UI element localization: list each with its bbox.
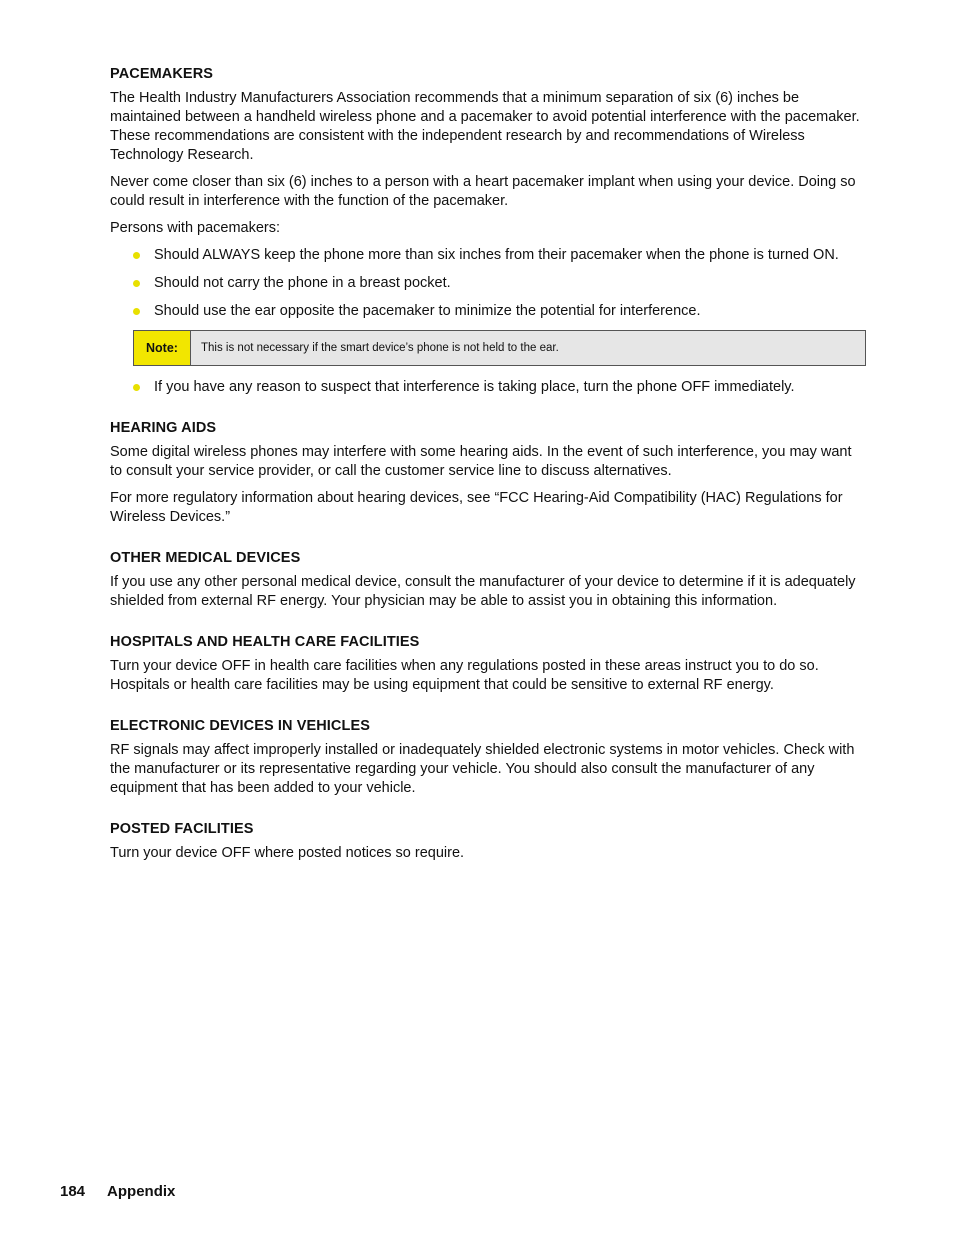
list-item [110, 302, 866, 321]
page-number: 184 [60, 1183, 86, 1200]
paragraph: RF signals may affect improperly installed or inadequately shielded electronic systems in motor vehicles. Check with the manufacturer or its representative regarding your vehicle. You should also consult the manufacturer of any equipment that has been added to your vehicle. [110, 742, 855, 796]
footer-section-title: Appendix [107, 1183, 176, 1200]
section-heading: HEARING AIDS [110, 420, 217, 436]
bullet-list [110, 246, 866, 321]
section-heading: POSTED FACILITIES [110, 821, 254, 837]
paragraph: Persons with pacemakers: [110, 220, 281, 236]
bullet-icon [133, 252, 140, 259]
list-item [110, 246, 866, 265]
list-item-text: If you have any reason to suspect that interference is taking place, turn the phone OFF immediately. [154, 379, 795, 395]
list-item-text: Should ALWAYS keep the phone more than six inches from their pacemaker when the phone is turned ON. [154, 247, 839, 263]
paragraph: Turn your device OFF in health care facilities when any regulations posted in these areas instruct you to do so. Hospitals or health care facilities may be using equipment that could be sensitive to external RF energy. [110, 658, 819, 693]
section-other-medical-devices [110, 550, 866, 611]
section-posted-facilities [110, 821, 866, 863]
paragraph: The Health Industry Manufacturers Association recommends that a minimum separation of six (6) inches be maintained between a handheld wireless phone and a pacemaker to avoid potential interference with the pacemaker. These recommendations are consistent with the independent research by and recommendations of Wireless Technology Research. [110, 90, 860, 163]
bullet-icon [133, 308, 140, 315]
page-footer [60, 1183, 175, 1200]
list-item-text: Should use the ear opposite the pacemaker to minimize the potential for interference. [154, 303, 701, 319]
bullet-icon [133, 280, 140, 287]
paragraph: For more regulatory information about hearing devices, see “FCC Hearing-Aid Compatibility (HAC) Regulations for Wireless Devices.” [110, 490, 843, 525]
section-heading: OTHER MEDICAL DEVICES [110, 550, 301, 566]
list-item [110, 274, 866, 293]
list-item-text: Should not carry the phone in a breast pocket. [154, 275, 451, 291]
section-heading: HOSPITALS AND HEALTH CARE FACILITIES [110, 634, 420, 650]
note-label: Note: [134, 331, 191, 365]
list-item [110, 378, 866, 397]
bullet-list [110, 378, 866, 397]
section-heading: PACEMAKERS [110, 66, 214, 82]
section-hearing-aids [110, 420, 866, 527]
section-pacemakers [110, 66, 866, 397]
bullet-icon [133, 384, 140, 391]
section-electronic-devices-in-vehicles [110, 718, 866, 798]
section-heading: ELECTRONIC DEVICES IN VEHICLES [110, 718, 371, 734]
note-text: This is not necessary if the smart device’s phone is not held to the ear. [201, 342, 559, 354]
paragraph: Turn your device OFF where posted notices so require. [110, 845, 465, 861]
page-content [110, 66, 866, 886]
paragraph: Some digital wireless phones may interfere with some hearing aids. In the event of such interference, you may want to consult your service provider, or call the customer service line to discuss alternatives. [110, 444, 852, 479]
section-hospitals [110, 634, 866, 695]
paragraph: Never come closer than six (6) inches to a person with a heart pacemaker implant when using your device. Doing so could result in interference with the function of the pacemaker. [110, 174, 856, 209]
note-box [133, 330, 866, 366]
paragraph: If you use any other personal medical device, consult the manufacturer of your device to determine if it is adequately shielded from external RF energy. Your physician may be able to assist you in obtaining this information. [110, 574, 856, 609]
